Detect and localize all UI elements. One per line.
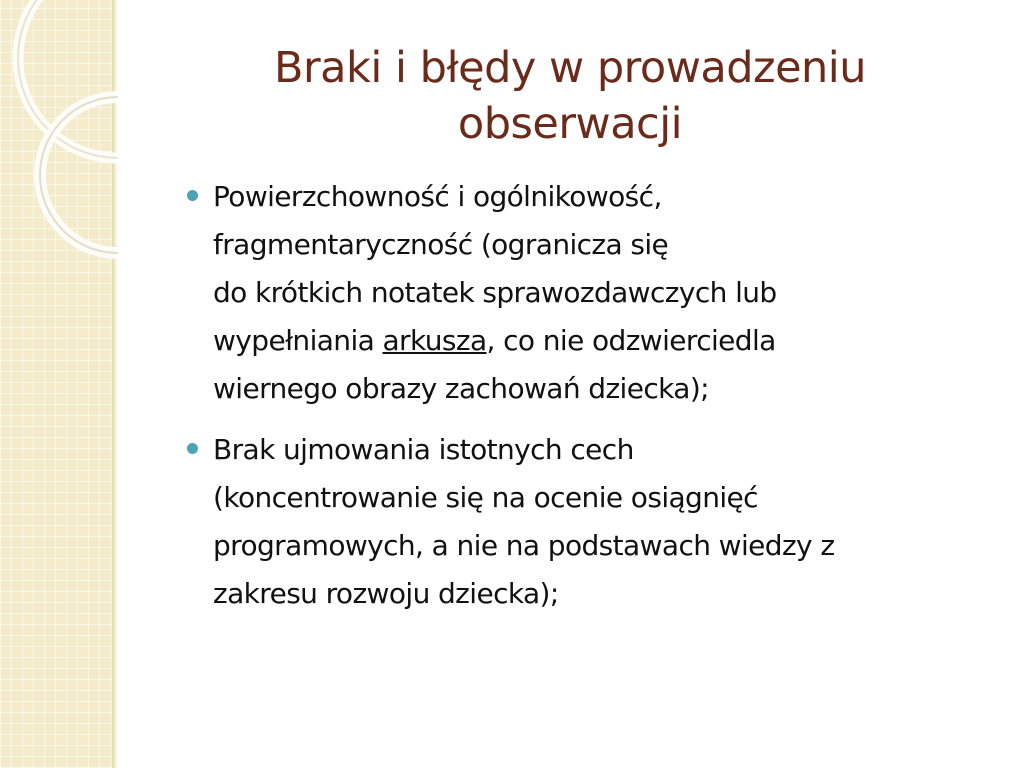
bullet-dot-icon — [187, 190, 198, 201]
bullet-1-line-2: fragmentaryczność (ogranicza się — [213, 228, 669, 261]
bullet-2-line-3: programowych, a nie na podstawach wiedzy z — [213, 529, 835, 562]
bullet-dot-icon — [187, 443, 198, 454]
bullet-item-1 — [185, 173, 975, 413]
bullet-2-line-2: (koncentrowanie się na ocenie osiągnięć — [213, 481, 758, 514]
bullet-1-line-1: Powierzchowność i ogólnikowość, — [213, 180, 662, 213]
slide-title-line-1: Braki i błędy w prowadzeniu — [273, 43, 866, 93]
bullet-item-2 — [185, 426, 975, 618]
bullet-1-line-4-after: , co nie odzwierciedla — [486, 324, 776, 357]
bullet-2-line-1: Brak ujmowania istotnych cech — [213, 433, 634, 466]
bullet-2-line-4: zakresu rozwoju dziecka); — [213, 577, 559, 610]
bullet-1-line-5: wiernego obrazy zachowań dziecka); — [213, 372, 709, 405]
slide-title-line-2: obserwacji — [457, 99, 683, 149]
bullet-1-line-4 — [213, 317, 975, 365]
bullet-list — [185, 173, 975, 631]
bullet-1-line-4-before: wypełniania — [213, 324, 383, 357]
slide-title — [150, 40, 990, 152]
arkusza-link[interactable]: arkusza — [382, 324, 487, 357]
decorative-rings — [0, 0, 118, 260]
bullet-1-line-3: do krótkich notatek sprawozdawczych lub — [213, 276, 777, 309]
